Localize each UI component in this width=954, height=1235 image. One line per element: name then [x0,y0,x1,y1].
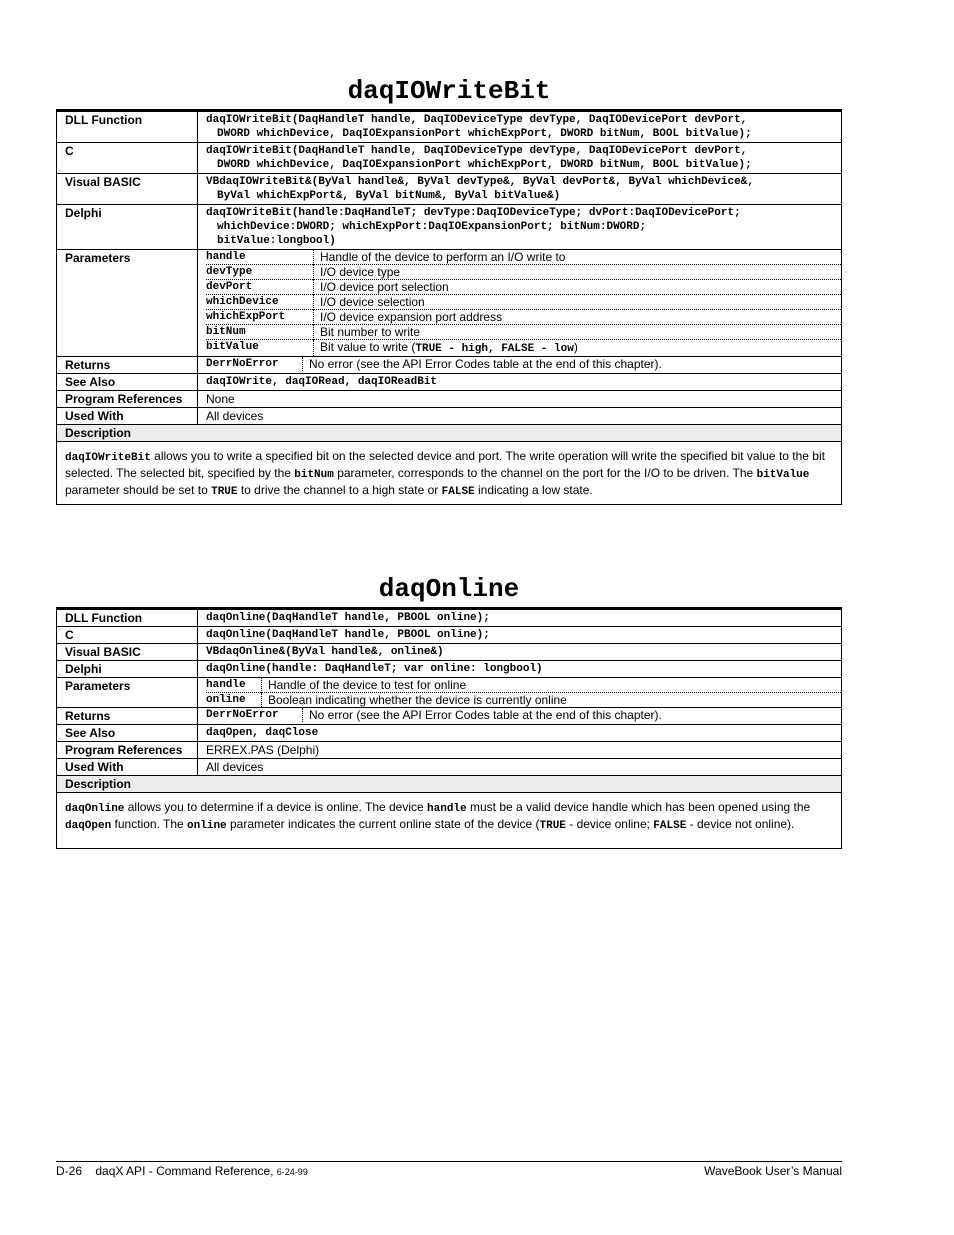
desc-code: bitValue [756,469,810,481]
chapter-title: daqX API - Command Reference, [95,1164,274,1178]
param-row [206,265,841,280]
see-also-links[interactable]: daqOpen, daqClose [198,725,842,742]
desc-text: allows you to write a specified bit on the selected device and port. The write operation will write the specified bit value to the bit selected. The selected bit, specified by the [65,449,825,480]
returns-table [206,708,841,722]
param-desc-code: TRUE - high, FALSE - low [415,343,574,355]
see-also-links[interactable]: daqIOWrite, daqIORead, daqIOReadBit [198,374,842,391]
param-desc: Boolean indicating whether the device is currently online [262,693,842,708]
desc-code: TRUE [539,820,566,832]
param-row [206,325,841,340]
desc-code: bitNum [294,469,334,481]
delphi-signature [198,205,842,250]
desc-text: function. The [111,817,188,831]
dll-function-signature: daqOnline(DaqHandleT handle, PBOOL online); [198,610,842,627]
description-text [57,442,842,505]
label-description: Description [57,425,842,442]
signature-line: whichDevice:DWORD; whichExpPort:DaqIOExpansionPort; bitNum:DWORD; [217,221,647,233]
return-code: DerrNoError [206,357,303,371]
row-parameters [57,250,842,357]
row-returns [57,357,842,374]
row-parameters [57,678,842,708]
param-name: devPort [206,280,314,295]
c-signature [198,143,842,174]
param-desc: I/O device selection [314,295,842,310]
row-delphi [57,205,842,250]
param-name: bitNum [206,325,314,340]
dll-function-signature [198,112,842,143]
param-row [206,280,841,295]
param-desc: Bit number to write [314,325,842,340]
signature-line: DWORD whichDevice, DaqIOExpansionPort whichExpPort, DWORD bitNum, BOOL bitValue); [217,128,752,140]
label-dll-function: DLL Function [57,610,198,627]
description-text [57,793,842,849]
row-program-references [57,742,842,759]
manual-title: WaveBook User’s Manual [704,1164,842,1178]
c-signature: daqOnline(DaqHandleT handle, PBOOL online); [198,627,842,644]
returns-table [206,357,841,371]
row-c [57,143,842,174]
desc-code: TRUE [211,486,238,498]
label-used-with: Used With [57,759,198,776]
param-row [206,310,841,325]
param-row [206,250,841,265]
return-desc: No error (see the API Error Codes table at the end of this chapter). [309,708,662,722]
used-with-value: All devices [198,408,842,425]
signature-line: bitValue:longbool) [217,235,336,247]
desc-code: daqIOWriteBit [65,452,151,464]
return-desc: No error (see the API Error Codes table at the end of this chapter). [309,357,662,371]
label-see-also: See Also [57,374,198,391]
parameters-table [206,250,841,356]
desc-text: - device not online). [686,817,795,831]
param-desc-text: ) [573,340,578,354]
row-used-with [57,408,842,425]
desc-code: daqOpen [65,820,112,832]
signature-line: daqIOWriteBit(DaqHandleT handle, DaqIODeviceType devType, DaqIODevicePort devPort, [206,145,748,157]
label-returns: Returns [57,708,198,725]
label-c: C [57,143,198,174]
return-code: DerrNoError [206,708,303,722]
label-description: Description [57,776,842,793]
program-references-value: ERREX.PAS (Delphi) [198,742,842,759]
returns-cell [198,357,842,374]
param-desc: I/O device port selection [314,280,842,295]
row-returns [57,708,842,725]
label-program-references: Program References [57,391,198,408]
param-row [206,693,841,708]
row-c [57,627,842,644]
row-delphi [57,661,842,678]
param-row [206,678,841,693]
row-description [57,793,842,849]
desc-code: handle [427,803,467,815]
param-name: whichExpPort [206,310,314,325]
desc-code: online [187,820,227,832]
footer-left [56,1164,308,1178]
parameters-table [206,678,841,707]
param-name: whichDevice [206,295,314,310]
revision-date: 6-24-99 [276,1167,308,1177]
signature-line: DWORD whichDevice, DaqIOExpansionPort whichExpPort, DWORD bitNum, BOOL bitValue); [217,159,752,171]
row-dll-function [57,112,842,143]
param-desc-text: Bit value to write ( [320,340,416,354]
label-used-with: Used With [57,408,198,425]
param-name: bitValue [206,340,314,357]
desc-code: daqOnline [65,803,125,815]
desc-text: indicating a low state. [474,483,593,497]
row-used-with [57,759,842,776]
page-title-daqonline: daqOnline [378,574,520,604]
label-delphi: Delphi [57,205,198,250]
row-description-header [57,425,842,442]
returns-cell [198,708,842,725]
row-see-also [57,374,842,391]
label-parameters: Parameters [57,678,198,708]
footer-rule [56,1161,842,1162]
label-see-also: See Also [57,725,198,742]
param-name: handle [206,250,314,265]
desc-text: to drive the channel to a high state or [237,483,442,497]
page-number: D-26 [56,1164,83,1178]
param-name: online [206,693,262,708]
delphi-signature: daqOnline(handle: DaqHandleT; var online: longbool) [198,661,842,678]
desc-code: FALSE [653,820,687,832]
parameters-cell [198,250,842,357]
label-visual-basic: Visual BASIC [57,174,198,205]
row-program-references [57,391,842,408]
param-desc: Handle of the device to test for online [268,678,467,692]
param-name: handle [206,678,262,693]
label-program-references: Program References [57,742,198,759]
row-description-header [57,776,842,793]
desc-text: parameter indicates the current online state of the device ( [226,817,540,831]
signature-line: daqIOWriteBit(handle:DaqHandleT; devType:DaqIODeviceType; dvPort:DaqIODevicePort; [206,207,741,219]
desc-text: must be a valid device handle which has been opened using the [466,800,811,814]
label-returns: Returns [57,357,198,374]
signature-line: ByVal whichExpPort&, ByVal bitNum&, ByVal bitValue&) [217,190,561,202]
row-visual-basic [57,174,842,205]
param-desc [314,340,842,357]
reference-table-daqiowritebit [56,111,842,505]
label-delphi: Delphi [57,661,198,678]
desc-text: parameter, corresponds to the channel on the port for the I/O to be driven. The [333,466,757,480]
label-parameters: Parameters [57,250,198,357]
program-references-value: None [198,391,842,408]
vb-signature: VBdaqOnline&(ByVal handle&, online&) [198,644,842,661]
desc-text: - device online; [565,817,654,831]
param-row [206,295,841,310]
label-visual-basic: Visual BASIC [57,644,198,661]
param-row [206,340,841,357]
row-visual-basic [57,644,842,661]
param-desc: I/O device type [314,265,842,280]
row-description [57,442,842,505]
param-desc: Handle of the device to perform an I/O write to [320,250,566,264]
page-title-daqiowritebit: daqIOWriteBit [347,76,551,106]
label-dll-function: DLL Function [57,112,198,143]
row-dll-function [57,610,842,627]
reference-table-daqonline [56,609,842,849]
signature-line: VBdaqIOWriteBit&(ByVal handle&, ByVal devType&, ByVal devPort&, ByVal whichDevice&, [206,176,754,188]
used-with-value: All devices [198,759,842,776]
vb-signature [198,174,842,205]
param-desc: I/O device expansion port address [314,310,842,325]
desc-text: parameter should be set to [65,483,212,497]
desc-text: allows you to determine if a device is online. The device [124,800,428,814]
desc-code: FALSE [441,486,475,498]
label-c: C [57,627,198,644]
row-see-also [57,725,842,742]
signature-line: daqIOWriteBit(DaqHandleT handle, DaqIODeviceType devType, DaqIODevicePort devPort, [206,114,748,126]
parameters-cell [198,678,842,708]
param-name: devType [206,265,314,280]
